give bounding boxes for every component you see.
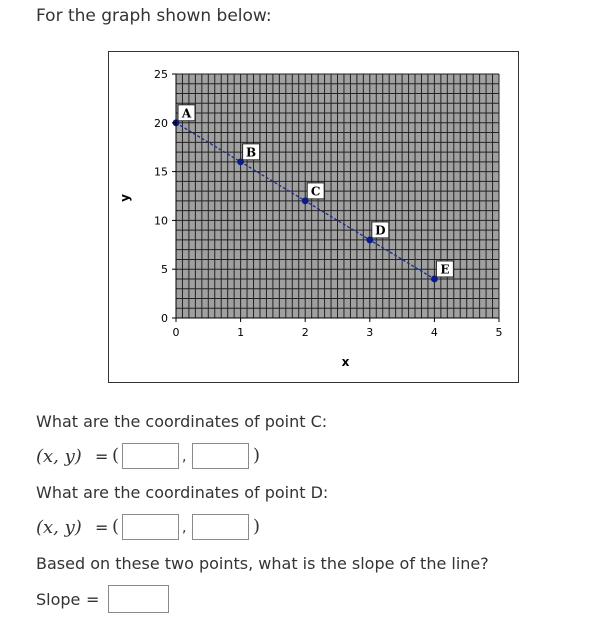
slope-input[interactable] [108,585,169,613]
chart [109,52,518,382]
point-d-x-input[interactable] [122,514,179,540]
y-tick-label: 25 [154,68,168,81]
y-tick-label: 5 [161,263,168,277]
x-tick-label: 1 [237,326,245,339]
comma-d: , [182,520,187,536]
comma-c: , [182,449,187,465]
chart-frame [108,51,519,383]
x-tick-label: 4 [430,326,438,339]
point-d-y-input[interactable] [192,514,249,540]
point-label-a: A [181,106,192,121]
point-label-e: E [440,262,450,277]
point-c-x-input[interactable] [122,443,179,469]
question-point-c: What are the coordinates of point C: [36,412,328,431]
coord-lhs-d: (x, y) [36,517,82,538]
open-paren-d: ( [112,516,120,537]
close-paren-c: ) [253,445,261,466]
x-tick-label: 5 [495,326,503,339]
question-point-d: What are the coordinates of point D: [36,483,329,502]
equals-sign-c: = [95,447,109,466]
open-paren-c: ( [112,445,120,466]
slope-label: Slope [36,590,81,609]
x-tick-label: 0 [172,326,180,339]
x-tick-label: 3 [366,326,374,339]
point-c-y-input[interactable] [192,443,249,469]
slope-equals-sign: = [86,590,100,609]
y-axis-title: y [118,194,132,202]
point-label-d: D [375,223,386,238]
equals-sign-d: = [95,518,109,537]
x-axis-title: x [341,355,350,369]
y-tick-label: 15 [154,165,168,179]
x-tick-label: 2 [301,326,309,339]
coord-lhs-c: (x, y) [36,446,82,467]
y-tick-label: 0 [161,312,168,325]
point-label-c: C [310,184,321,199]
close-paren-d: ) [253,516,261,537]
y-tick-label: 10 [154,214,168,228]
y-tick-label: 20 [154,116,168,130]
intro-text: For the graph shown below: [36,6,272,26]
point-label-b: B [246,145,257,160]
question-slope: Based on these two points, what is the slope of the line? [36,554,489,573]
